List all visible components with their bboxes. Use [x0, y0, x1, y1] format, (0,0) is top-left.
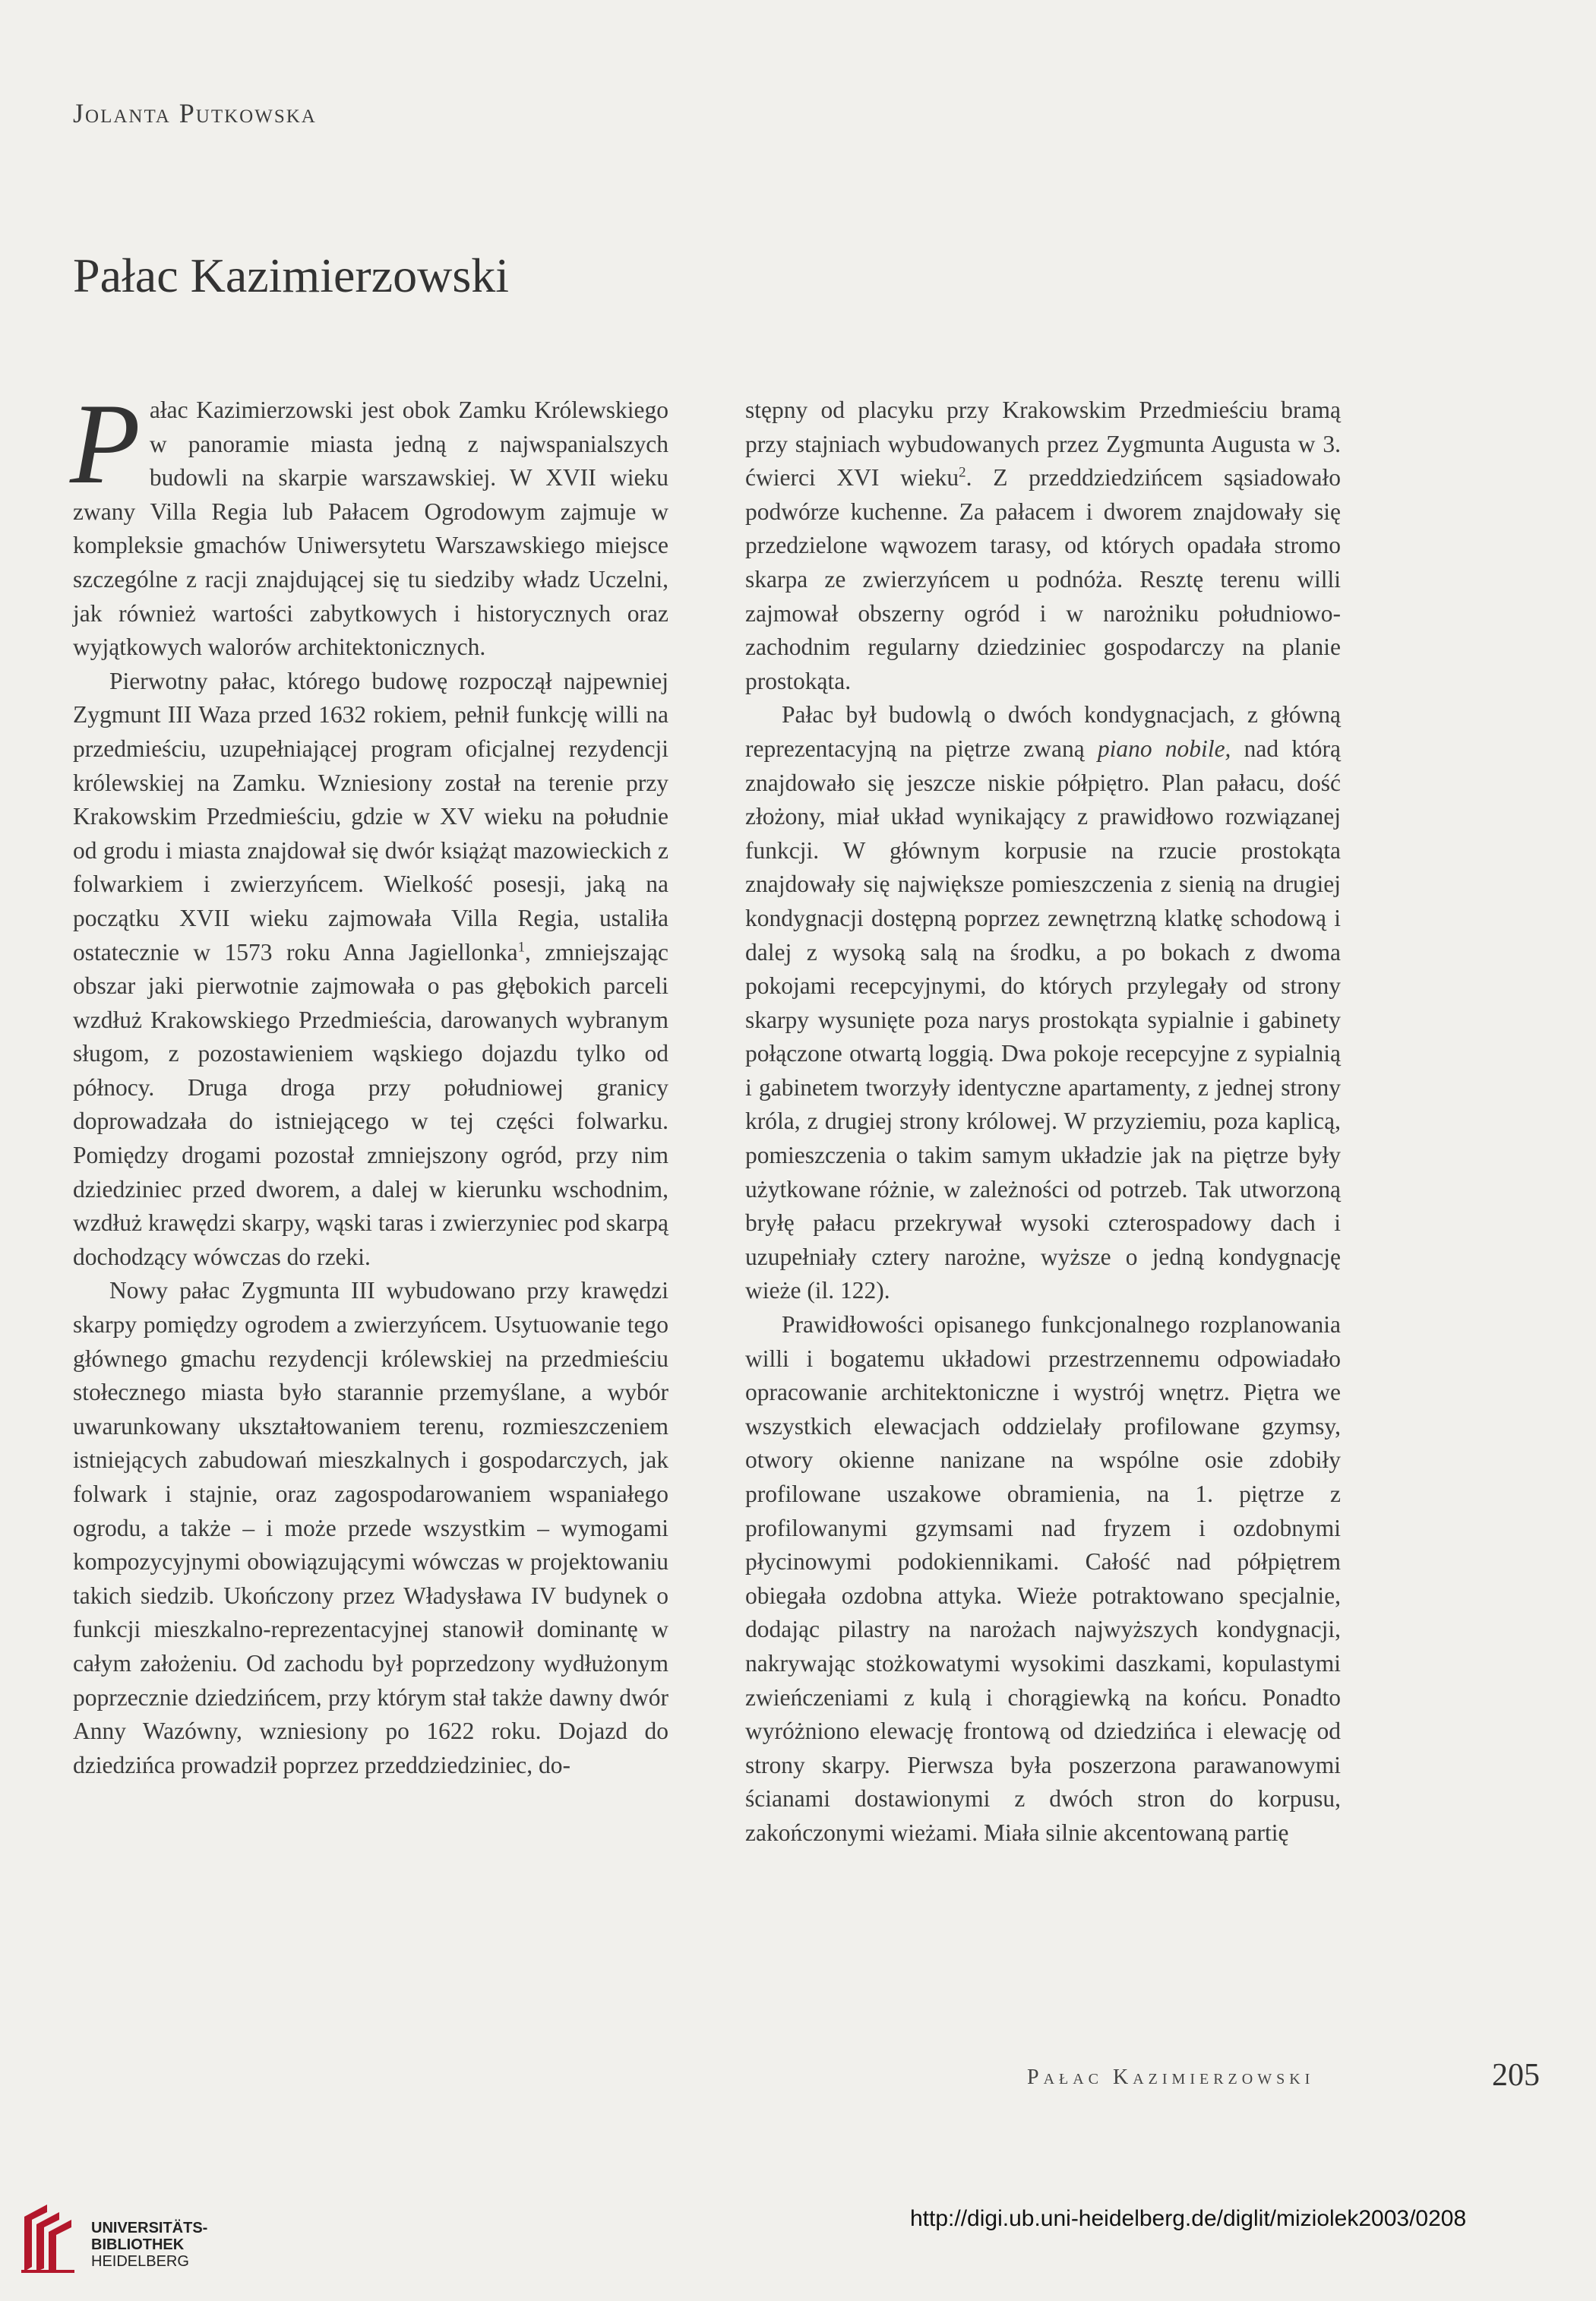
left-text-column — [70, 380, 669, 1782]
library-name-line: HEIDELBERG — [91, 2253, 189, 2270]
footnote-ref[interactable]: 1 — [517, 939, 526, 955]
paragraph: Prawidłowości opisanego funkcjonalnego rozplanowania willi i bogatemu układowi przestrzennemu odpowiadało opracowanie architektoniczne i wystrój wnętrz. Piętra we wszystkich elewacjach oddzielały profilowane gzymsy, otwory okienne nanizane na wspólne osie zdobiły profilowane uszakowe obramienia, na 1. piętrze z profilowanymi gzymsami nad fryzem i ozdobnymi płycinowymi podokiennikami. Całość nad półpiętrem obiegała ozdobna attyka. Wieże potraktowano specjalnie, dodając pilastry na narożach najwyższych kondygnacji, nakrywając stożkowatymi wysokimi daszkami, kopulastymi zwieńczeniami z kulą i chorągiewką na końcu. Ponadto wyróżniono elewację frontową od dziedzińca i elewację od strony skarpy. Pierwsza była poszerzona parawanowymi ścianami dostawionymi z dwóch stron do korpusu, zakończonymi wieżami. Miała silnie akcentowaną partię — [745, 1311, 1341, 1846]
paragraph-text: stępny od placyku przy Krakowskim Przedmieściu bramą przy stajniach wybudowanych przez Zygmunta Augusta w 3. ćwierci XVI wieku — [745, 397, 1341, 491]
library-name-line: UNIVERSITÄTS- — [91, 2220, 208, 2236]
paragraph-text: Pałac był budowlą o dwóch kondygnacjach, z główną reprezentacyjną na piętrze zwaną — [745, 701, 1341, 762]
paragraph-text: . Z przeddziedzińcem sąsiadowało podwórze kuchenne. Za pałacem i dworem znajdowały się przedzielone wąwozem tarasy, od których opadała stromo skarpa ze zwierzyńcem u podnóża. Resztę terenu willi zajmował obszerny ogród i w narożniku południowo-zachodnim regularny dziedziniec gospodarczy na planie prostokąta. — [745, 464, 1341, 694]
italic-term: piano nobile, — [1097, 735, 1231, 762]
library-logo-icon — [17, 2201, 79, 2274]
footnote-ref[interactable]: 2 — [959, 464, 966, 481]
source-url[interactable]: http://digi.ub.uni-heidelberg.de/diglit/miziolek2003/0208 — [910, 2206, 1467, 2231]
paragraph: Nowy pałac Zygmunta III wybudowano przy krawędzi skarpy pomiędzy ogrodem a zwierzyńcem. Usytuowanie tego głównego gmachu rezydencji królewskiej na przedmieściu stołecznego miasta było starannie przemyślane, a wybór uwarunkowany ukształtowaniem terenu, rozmieszczeniem istniejących zabudowań mieszkalnych i gospodarczych, jak folwark i stajnie, oraz zagospodarowaniem wspaniałego ogrodu, a także – i może przede wszystkim – wymogami kompozycyjnymi obowiązującymi wówczas w projektowaniu takich siedzib. Ukończony przez Władysława IV budynek o funkcji mieszkalno-reprezentacyjnej stanowił dominantę w całym założeniu. Od zachodu był poprzedzony wydłużonym poprzecznie dziedzińcem, przy którym stał także dawny dwór Anny Wazówny, wzniesiony po 1622 roku. Dojazd do dziedzińca prowadził poprzez przeddziedziniec, do- — [73, 1277, 668, 1778]
library-name-line: BIBLIOTHEK — [91, 2236, 185, 2253]
paragraph-text: ałac Kazimierzowski jest obok Zamku Królewskiego w panoramie miasta jedną z najwspanialszych budowli na skarpie warszawskiej. W XVII wieku zwany Villa Regia lub Pałacem Ogrodowym zajmuje w kompleksie gmachów Uniwersytetu Warszawskiego miejsce szczególne z racji znajdującej się tu siedziby władz Uczelni, jak również wartości zabytkowych i historycznych oraz wyjątkowych walorów architektonicznych. — [73, 397, 668, 661]
paragraph — [745, 698, 1341, 1308]
drop-cap: P — [70, 380, 141, 507]
paragraph-text: , zmniejszając obszar jaki pierwotnie zajmowała o pas głębokich parceli wzdłuż Krakowskiego Przedmieścia, darowanych wybranym sługom, z pozostawieniem wąskiego dojazdu tylko od północy. Druga droga przy południowej granicy doprowadzała do istniejącego w tej części folwarku. Pomiędzy drogami pozostał zmniejszony ogród, przy nim dziedziniec przed dworem, a dalej w kierunku wschodnim, wzdłuż krawędzi skarpy, wąski taras i zwierzyniec pod skarpą dochodzący wówczas do rzeki. — [73, 938, 669, 1270]
paragraph-text: nad którą znajdowało się jeszcze niskie półpiętro. Plan pałacu, dość złożony, miał układ wynikający z prawidłowo rozwiązanej funkcji. W głównym korpusie na rzucie prostokąta znajdowały się największe pomieszczenia z sienią na drugiej kondygnacji dostępną poprzez zewnętrzną klatkę schodową i dalej z wysoką salą na środku, a po bokach z dwoma pokojami recepcyjnymi, do których przylegały od strony skarpy wysunięte poza narys prostokąta sypialnie i gabinety połączone otwartą loggią. Dwa pokoje recepcyjne z sypialnią i gabinetem tworzyły identyczne apartamenty, z jednej strony króla, z drugiej strony królowej. W przyziemiu, poza kaplicą, pomieszczenia o takim samym układzie jak na piętrze były użytkowane różnie, w zależności od potrzeb. Tak utworzoną bryłę pałacu przekrywał wysoki czterospadowy dach i uzupełniały cztery narożne, wyższe o jedną kondygnację wieże (il. 122). — [745, 735, 1341, 1304]
paragraph-text: Pierwotny pałac, którego budowę rozpoczął najpewniej Zygmunt III Waza przed 1632 rokiem, pełnił funkcję willi na przedmieściu, uzupełniającej program oficjalnej rezydencji królewskiej na Zamku. Wzniesiony został na terenie przy Krakowskim Przedmieściu, gdzie w XV wieku na południe od grodu i miasta znajdował się dwór książąt mazowieckich z folwarkiem i zwierzyńcem. Wielkość posesji, jaką na początku XVII wieku zajmowała Villa Regia, ustaliła ostatecznie w 1573 roku Anna Jagiellonka — [73, 667, 668, 966]
running-head: Pałac Kazimierzowski — [1027, 2066, 1315, 2089]
paragraph — [70, 380, 668, 665]
paragraph — [73, 665, 668, 1275]
chapter-title: Pałac Kazimierzowski — [73, 248, 509, 302]
author-name: Jolanta Putkowska — [73, 98, 317, 128]
right-text-column — [745, 394, 1341, 1851]
page-number: 205 — [1492, 2058, 1540, 2093]
paragraph — [745, 394, 1341, 698]
library-name — [91, 2220, 207, 2270]
